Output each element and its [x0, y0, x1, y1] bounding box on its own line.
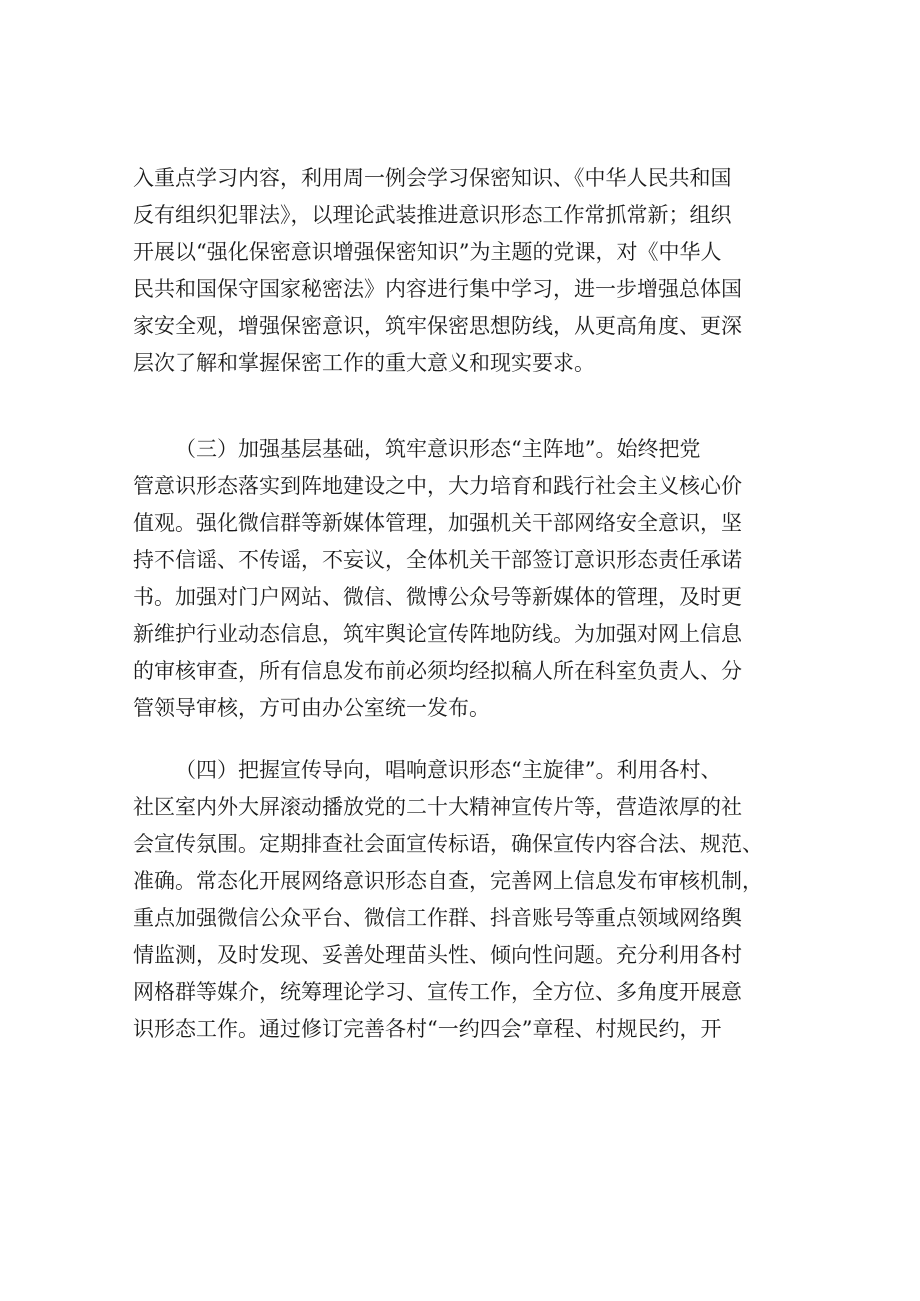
- text-line: 管意识形态落实到阵地建设之中，大力培育和践行社会主义核心价: [133, 474, 742, 498]
- text-line: 书。加强对门户网站、微信、微博公众号等新媒体的管理，及时更: [133, 585, 742, 609]
- text-line: 新维护行业动态信息，筑牢舆论宣传阵地防线。为加强对网上信息: [133, 622, 742, 646]
- paragraph-publicity-guidance: [133, 752, 793, 1048]
- text-line: 管领导审核，方可由办公室统一发布。: [133, 696, 490, 720]
- text-line: 情监测，及时发现、妥善处理苗头性、倾向性问题。充分利用各村: [133, 943, 742, 967]
- text-line: 网格群等媒介，统筹理论学习、宣传工作，全方位、多角度开展意: [133, 980, 742, 1004]
- text-line: 入重点学习内容，利用周一例会学习保密知识、《中华人民共和国: [133, 166, 732, 190]
- text-line: 准确。常态化开展网络意识形态自查，完善网上信息发布审核机制，: [133, 869, 763, 893]
- text-line: 社区室内外大屏滚动播放党的二十大精神宣传片等，营造浓厚的社: [133, 795, 742, 819]
- section-heading-line: （三）加强基层基础，筑牢意识形态“主阵地”。始终把党: [175, 437, 701, 461]
- text-line: 会宣传氛围。定期排查社会面宣传标语，确保宣传内容合法、规范、: [133, 832, 763, 856]
- text-line: 的审核审查，所有信息发布前必须均经拟稿人所在科室负责人、分: [133, 659, 742, 683]
- paragraph-security-study: [133, 160, 793, 382]
- text-line: 层次了解和掌握保密工作的重大意义和现实要求。: [133, 351, 595, 375]
- paragraph-grassroots-foundation: [133, 431, 793, 727]
- text-line: 识形态工作。通过修订完善各村“一约四会”章程、村规民约，开: [133, 1017, 722, 1041]
- text-line: 反有组织犯罪法》，以理论武装推进意识形态工作常抓常新；组织: [133, 203, 732, 227]
- text-line: 持不信谣、不传谣，不妄议，全体机关干部签订意识形态责任承诺: [133, 548, 742, 572]
- text-line: 民共和国保守国家秘密法》内容进行集中学习，进一步增强总体国: [133, 277, 742, 301]
- text-line: 值观。强化微信群等新媒体管理，加强机关干部网络安全意识，坚: [133, 511, 742, 535]
- text-line: 开展以“强化保密意识增强保密知识”为主题的党课，对《中华人: [133, 240, 722, 264]
- text-line: 重点加强微信公众平台、微信工作群、抖音账号等重点领域网络舆: [133, 906, 742, 930]
- text-line: 家安全观，增强保密意识，筑牢保密思想防线，从更高角度、更深: [133, 314, 742, 338]
- section-heading-line: （四）把握宣传导向，唱响意识形态“主旋律”。利用各村、: [175, 758, 722, 782]
